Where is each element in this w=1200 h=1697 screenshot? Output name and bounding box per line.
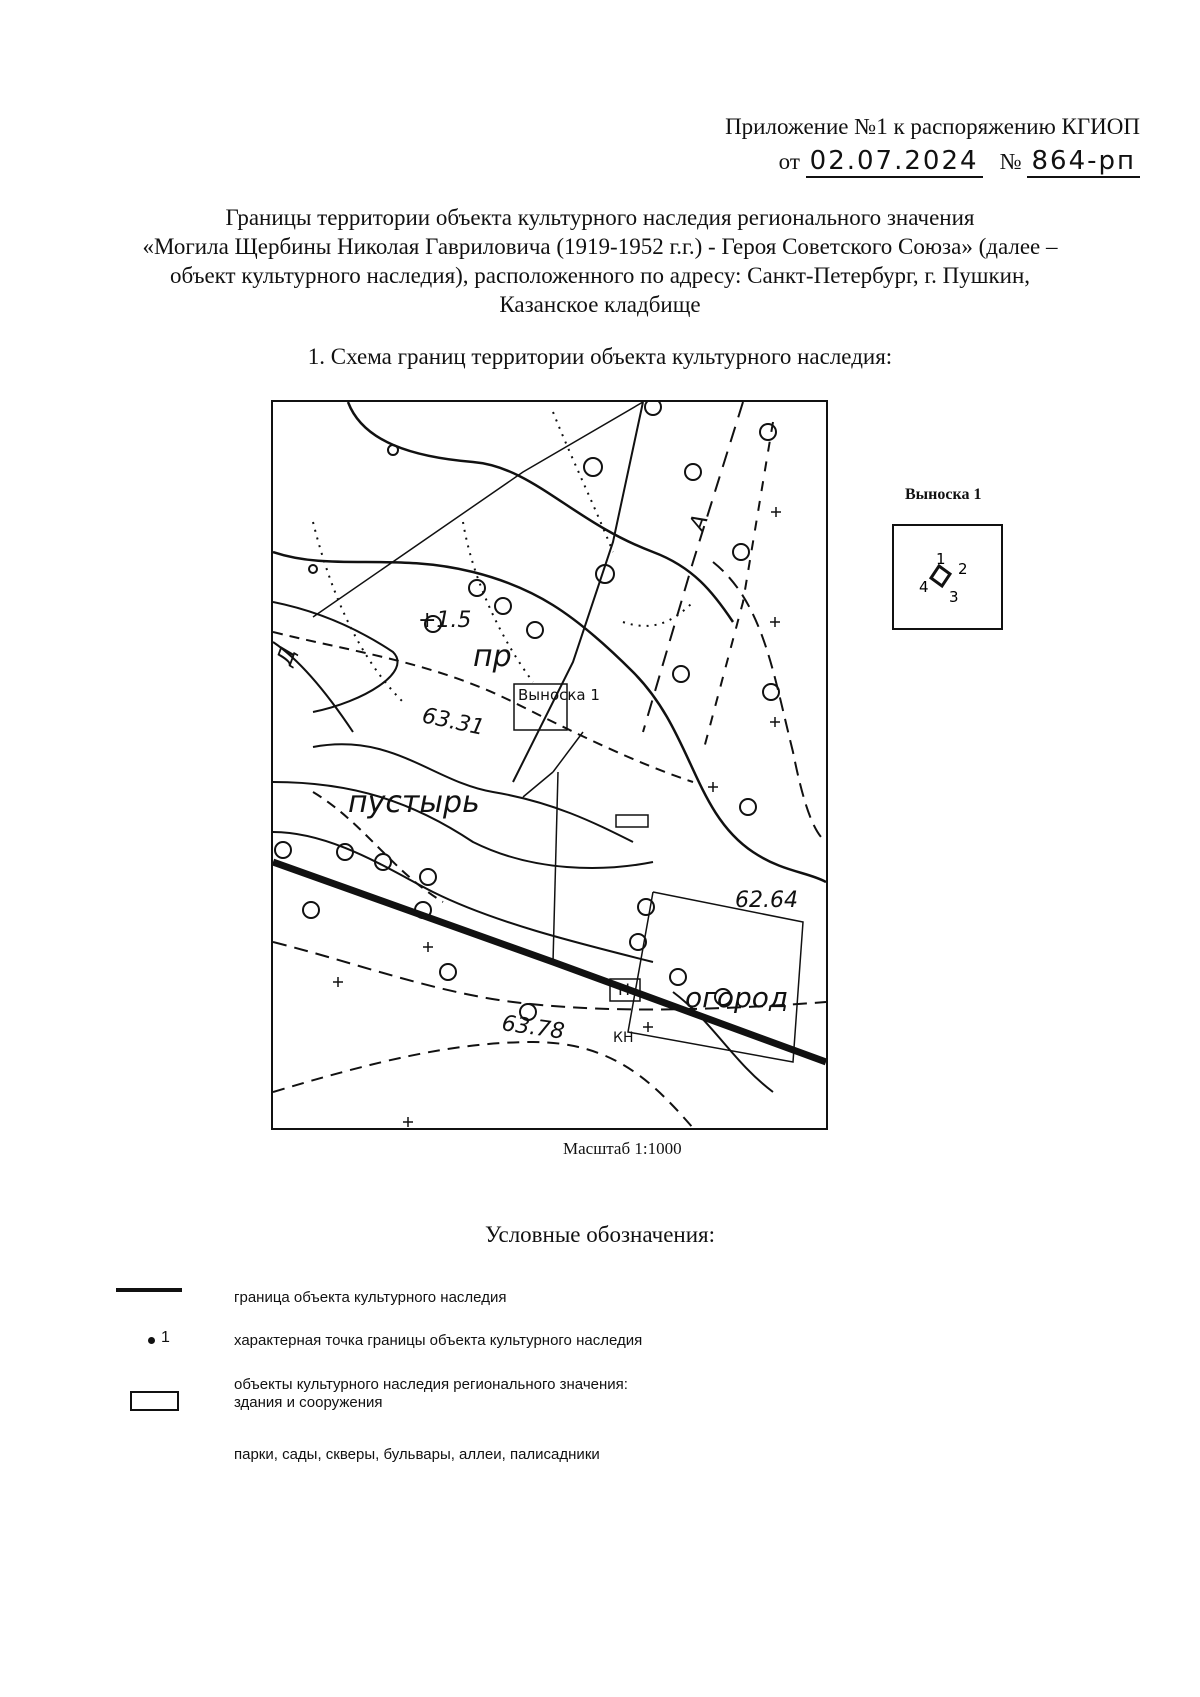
title-line-3: объект культурного наследия), расположенного по адресу: Санкт-Петербург, г. Пушкин, <box>169 263 1031 288</box>
callout-drawing <box>894 526 1001 628</box>
map-label-d: Д <box>273 644 302 669</box>
legend-item-buildings: здания и сооружения <box>234 1394 383 1411</box>
map-label-callout: Выноска 1 <box>518 686 600 704</box>
appendix-title: Приложение №1 к распоряжению КГИОП <box>725 114 1140 139</box>
number-prefix: № <box>999 149 1022 174</box>
legend-point-symbol <box>148 1337 155 1344</box>
map-drawing <box>273 402 826 1128</box>
legend-item-boundary: граница объекта культурного наследия <box>234 1289 507 1306</box>
map-label-pustyr: пустырь <box>348 785 480 820</box>
map-label-elev3: 62.64 <box>735 888 798 913</box>
map-label-elev4: 63.78 <box>500 1011 567 1045</box>
map-label-a: А <box>685 511 714 535</box>
legend-point-number: 1 <box>161 1329 170 1346</box>
map-label-pr: пр <box>473 639 512 674</box>
document-title <box>100 203 1100 319</box>
legend-item-parks: парки, сады, скверы, бульвары, аллеи, палисадники <box>234 1446 600 1463</box>
legend-item-heritage: объекты культурного наследия регионального значения: <box>234 1376 628 1393</box>
callout-box <box>892 524 1003 630</box>
legend-boundary-line-symbol <box>116 1288 182 1292</box>
section-heading: 1. Схема границ территории объекта культурного наследия: <box>307 344 893 369</box>
boundary-map <box>271 400 828 1130</box>
map-scale: Масштаб 1:1000 <box>563 1139 682 1158</box>
title-line-4: Казанское кладбище <box>499 292 701 317</box>
callout-point-4: 4 <box>919 578 929 596</box>
order-date-line <box>779 146 1140 177</box>
map-label-elev2: 63.31 <box>419 703 487 741</box>
map-label-elev1: +1.5 <box>418 608 472 633</box>
order-number: 864-рп <box>1027 146 1140 178</box>
callout-label: Выноска 1 <box>905 486 982 503</box>
title-line-2: «Могила Щербины Николая Гавриловича (1919-1952 г.г.) - Героя Советского Союза» (далее – <box>142 234 1058 259</box>
map-label-n: Н <box>618 980 631 999</box>
callout-point-3: 3 <box>949 588 959 606</box>
legend-item-point: характерная точка границы объекта культурного наследия <box>234 1332 643 1349</box>
title-line-1: Границы территории объекта культурного наследия регионального значения <box>225 205 975 230</box>
from-prefix: от <box>778 149 800 174</box>
callout-point-2: 2 <box>958 560 968 578</box>
order-date: 02.07.2024 <box>806 146 983 178</box>
callout-point-1: 1 <box>936 550 946 568</box>
appendix-header <box>725 112 1140 142</box>
legend-title: Условные обозначения: <box>484 1222 716 1247</box>
map-label-ogorod: огород <box>685 981 789 1014</box>
legend-building-symbol <box>130 1391 179 1411</box>
map-label-kn: КН <box>613 1030 634 1046</box>
